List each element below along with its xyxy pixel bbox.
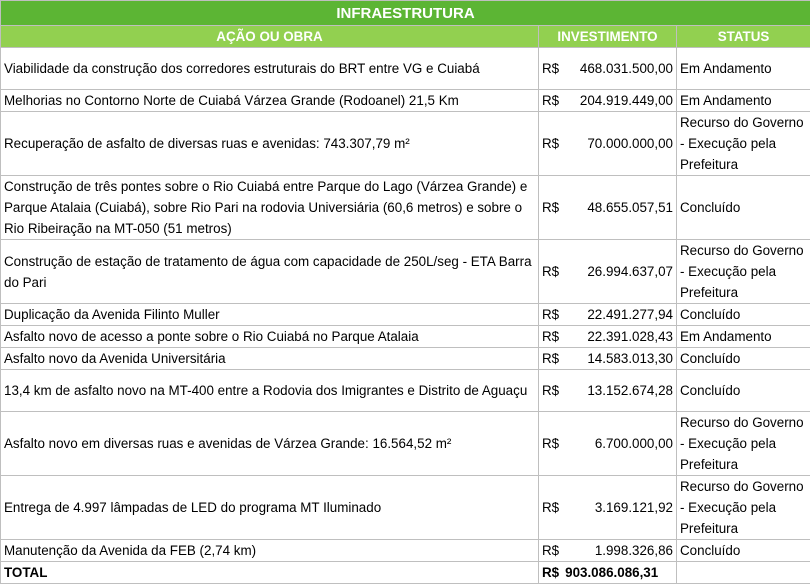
status-cell: Recurso do Governo - Execução pela Prefeitura xyxy=(677,240,810,304)
total-investment-value: 903.086.086,31 xyxy=(565,562,658,583)
currency-symbol: R$ xyxy=(542,562,559,583)
action-cell: Manutenção da Avenida da FEB (2,74 km) xyxy=(1,540,539,562)
investment-value: 204.919.449,00 xyxy=(580,90,673,111)
investment-cell xyxy=(539,540,677,562)
action-cell: Asfalto novo da Avenida Universitária xyxy=(1,348,539,370)
currency-symbol: R$ xyxy=(542,540,559,561)
total-status-cell xyxy=(677,562,810,584)
currency-symbol: R$ xyxy=(542,133,559,154)
action-cell: Asfalto novo de acesso a ponte sobre o Rio Cuiabá no Parque Atalaia xyxy=(1,326,539,348)
investment-value: 22.391.028,43 xyxy=(587,326,673,347)
action-cell: Recuperação de asfalto de diversas ruas e avenidas: 743.307,79 m² xyxy=(1,112,539,176)
investment-cell xyxy=(539,412,677,476)
status-cell: Concluído xyxy=(677,540,810,562)
investment-cell xyxy=(539,326,677,348)
status-cell: Concluído xyxy=(677,176,810,240)
investment-cell xyxy=(539,112,677,176)
investment-cell xyxy=(539,48,677,90)
total-investment-cell xyxy=(539,562,677,584)
status-cell: Recurso do Governo - Execução pela Prefeitura xyxy=(677,112,810,176)
investment-value: 1.998.326,86 xyxy=(595,540,673,561)
table-row xyxy=(1,476,810,540)
status-cell: Concluído xyxy=(677,348,810,370)
title-row xyxy=(1,1,810,26)
table-row xyxy=(1,90,810,112)
action-cell: Construção de estação de tratamento de água com capacidade de 250L/seg - ETA Barra do Pari xyxy=(1,240,539,304)
status-cell: Em Andamento xyxy=(677,326,810,348)
action-cell: Construção de três pontes sobre o Rio Cuiabá entre Parque do Lago (Várzea Grande) e Parque Atalaia (Cuiabá), sobre Rio Pari na rodovia Universiária (60,6 metros) e sobre o Rio Ribeiração na MT-050 (51 metros) xyxy=(1,176,539,240)
action-cell: Melhorias no Contorno Norte de Cuiabá Várzea Grande (Rodoanel) 21,5 Km xyxy=(1,90,539,112)
table-row xyxy=(1,326,810,348)
column-header-status: STATUS xyxy=(677,26,810,48)
investment-cell xyxy=(539,348,677,370)
status-cell: Recurso do Governo - Execução pela Prefeitura xyxy=(677,412,810,476)
currency-symbol: R$ xyxy=(542,433,559,454)
table-row xyxy=(1,304,810,326)
action-cell: Viabilidade da construção dos corredores estruturais do BRT entre VG e Cuiabá xyxy=(1,48,539,90)
investment-value: 468.031.500,00 xyxy=(580,58,673,79)
currency-symbol: R$ xyxy=(542,326,559,347)
table-body xyxy=(1,48,810,562)
investment-cell xyxy=(539,304,677,326)
table-row xyxy=(1,540,810,562)
currency-symbol: R$ xyxy=(542,497,559,518)
status-cell: Concluído xyxy=(677,304,810,326)
currency-symbol: R$ xyxy=(542,304,559,325)
table-row xyxy=(1,112,810,176)
header-row xyxy=(1,26,810,48)
action-cell: Asfalto novo em diversas ruas e avenidas de Várzea Grande: 16.564,52 m² xyxy=(1,412,539,476)
currency-symbol: R$ xyxy=(542,197,559,218)
currency-symbol: R$ xyxy=(542,58,559,79)
investment-cell xyxy=(539,176,677,240)
table-title: INFRAESTRUTURA xyxy=(1,1,810,26)
action-cell: 13,4 km de asfalto novo na MT-400 entre a Rodovia dos Imigrantes e Distrito de Aguaçu xyxy=(1,370,539,412)
status-cell: Em Andamento xyxy=(677,90,810,112)
currency-symbol: R$ xyxy=(542,261,559,282)
table-row xyxy=(1,348,810,370)
investment-value: 14.583.013,30 xyxy=(587,348,673,369)
investment-value: 22.491.277,94 xyxy=(587,304,673,325)
investment-cell xyxy=(539,476,677,540)
investment-value: 70.000.000,00 xyxy=(587,133,673,154)
table-row xyxy=(1,370,810,412)
column-header-action: AÇÃO OU OBRA xyxy=(1,26,539,48)
table-row xyxy=(1,412,810,476)
investment-value: 48.655.057,51 xyxy=(587,197,673,218)
table-row xyxy=(1,176,810,240)
action-cell: Entrega de 4.997 lâmpadas de LED do programa MT Iluminado xyxy=(1,476,539,540)
status-cell: Recurso do Governo - Execução pela Prefeitura xyxy=(677,476,810,540)
status-cell: Em Andamento xyxy=(677,48,810,90)
status-cell: Concluído xyxy=(677,370,810,412)
investment-cell xyxy=(539,90,677,112)
investment-cell xyxy=(539,370,677,412)
currency-symbol: R$ xyxy=(542,90,559,111)
action-cell: Duplicação da Avenida Filinto Muller xyxy=(1,304,539,326)
total-label: TOTAL xyxy=(1,562,539,584)
table-row xyxy=(1,48,810,90)
investment-value: 13.152.674,28 xyxy=(587,380,673,401)
investment-value: 6.700.000,00 xyxy=(595,433,673,454)
table-row xyxy=(1,240,810,304)
investment-cell xyxy=(539,240,677,304)
currency-symbol: R$ xyxy=(542,380,559,401)
column-header-investment: INVESTIMENTO xyxy=(539,26,677,48)
investment-value: 3.169.121,92 xyxy=(595,497,673,518)
currency-symbol: R$ xyxy=(542,348,559,369)
investment-value: 26.994.637,07 xyxy=(587,261,673,282)
total-row xyxy=(1,562,810,584)
